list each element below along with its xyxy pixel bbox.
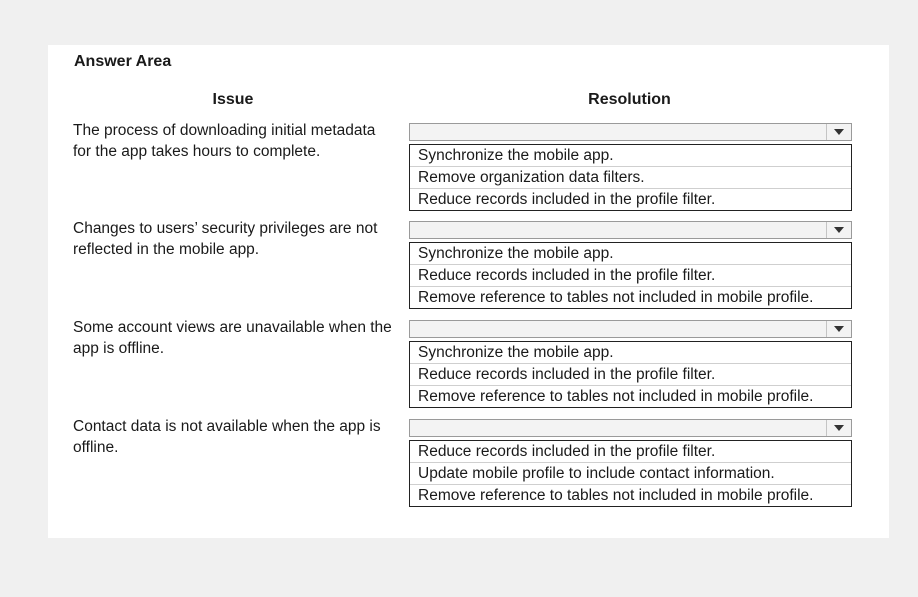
dropdown-toggle-2[interactable] (826, 222, 851, 238)
dropdown-option[interactable]: Reduce records included in the profile filter. (410, 265, 851, 287)
resolution-dropdown-4[interactable] (409, 419, 852, 437)
issue-text-1: The process of downloading initial metadata for the app takes hours to complete. (73, 122, 376, 160)
dropdown-option[interactable]: Remove organization data filters. (410, 167, 851, 189)
chevron-down-icon (834, 129, 844, 135)
resolution-dropdown-1[interactable] (409, 123, 852, 141)
dropdown-option[interactable]: Remove reference to tables not included in mobile profile. (418, 388, 814, 405)
resolution-dropdown-2[interactable] (409, 221, 852, 239)
chevron-down-icon (834, 425, 844, 431)
chevron-down-icon (834, 227, 844, 233)
issue-text-3: Some account views are unavailable when the app is offline. (73, 319, 392, 357)
chevron-down-icon (834, 326, 844, 332)
dropdown-option[interactable]: Synchronize the mobile app. (410, 243, 851, 265)
dropdown-option[interactable]: Synchronize the mobile app. (410, 342, 851, 364)
resolution-options-1 (409, 144, 852, 211)
answer-area-title: Answer Area (74, 53, 172, 70)
resolution-options-2 (409, 242, 852, 309)
dropdown-option[interactable]: Update mobile profile to include contact information. (410, 463, 851, 485)
resolution-options-3 (409, 341, 852, 408)
resolution-dropdown-3[interactable] (409, 320, 852, 338)
dropdown-toggle-3[interactable] (826, 321, 851, 337)
dropdown-toggle-1[interactable] (826, 124, 851, 140)
dropdown-option[interactable]: Reduce records included in the profile filter. (410, 364, 851, 386)
issue-column-header: Issue (212, 91, 254, 108)
dropdown-option[interactable]: Remove reference to tables not included in mobile profile. (418, 487, 814, 504)
dropdown-option[interactable]: Synchronize the mobile app. (410, 145, 851, 167)
answer-area-panel (48, 45, 889, 538)
dropdown-option[interactable]: Reduce records included in the profile filter. (410, 441, 851, 463)
issue-row-3 (48, 317, 889, 412)
dropdown-option[interactable]: Reduce records included in the profile filter. (418, 191, 716, 208)
issue-row-4 (48, 416, 889, 511)
dropdown-option[interactable]: Remove reference to tables not included in mobile profile. (418, 289, 814, 306)
resolution-options-4 (409, 440, 852, 507)
dropdown-toggle-4[interactable] (826, 420, 851, 436)
issue-row-2 (48, 218, 889, 313)
resolution-column-header: Resolution (588, 91, 671, 108)
issue-text-2: Changes to users’ security privileges are not reflected in the mobile app. (73, 220, 378, 258)
issue-row-1 (48, 120, 889, 215)
issue-text-4: Contact data is not available when the app is offline. (73, 418, 381, 456)
